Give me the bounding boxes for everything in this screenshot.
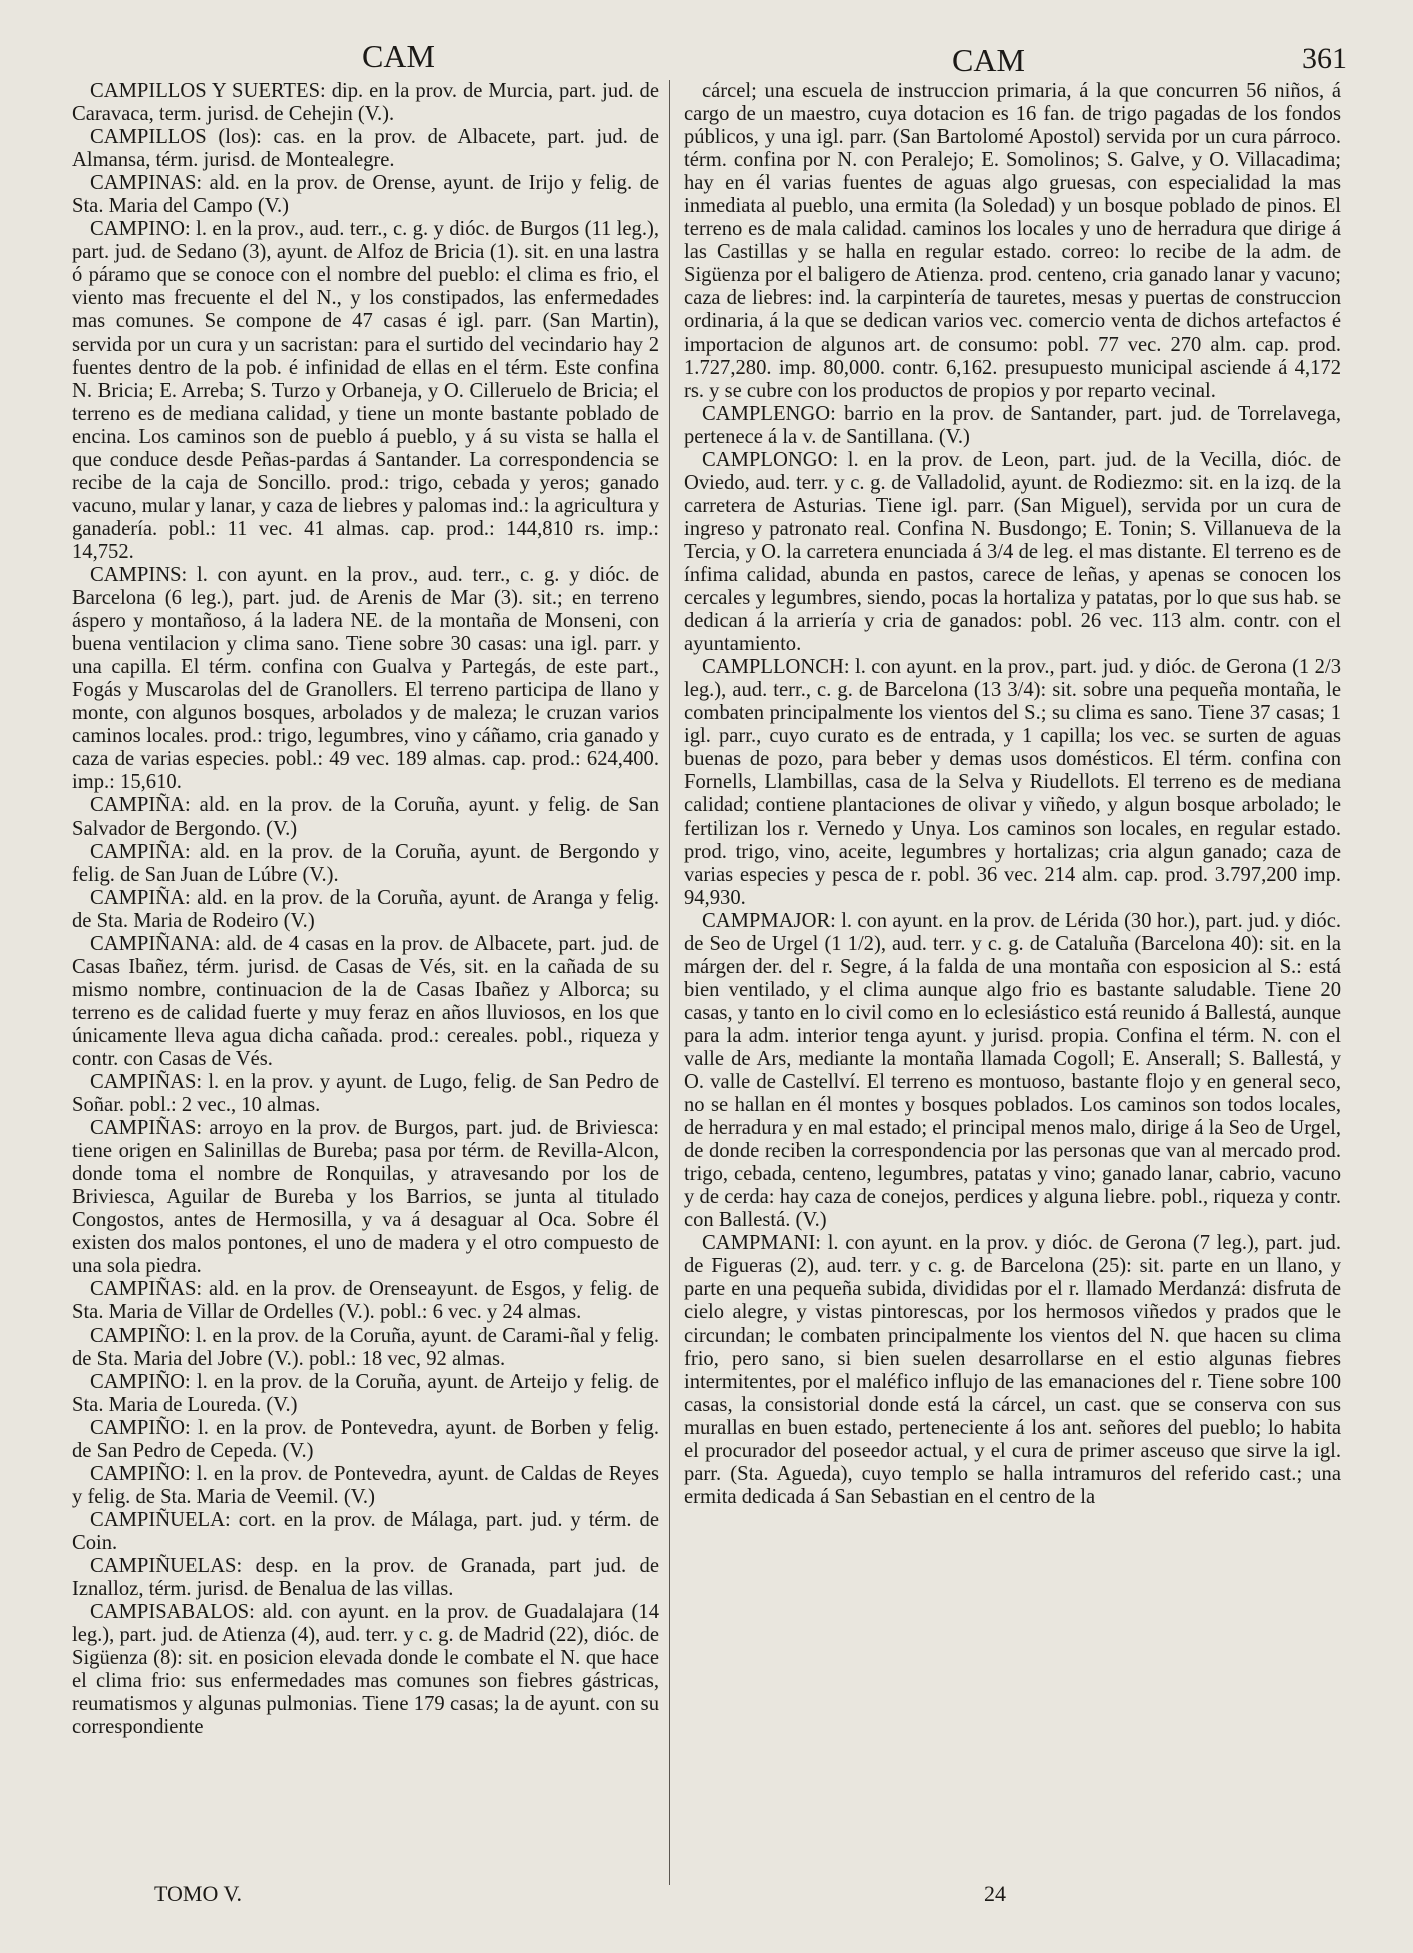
entry-campmajor: CAMPMAJOR: l. con ayunt. en la prov. de Lérida (30 hor.), part. jud. y dióc. de Seo de Urgel (1 1/2), aud. terr. y c. g. de Cataluña (Barcelona 40): sit. en la márgen der. del r. Segre, á la falda de una montaña con esposicion al S.: está bien ventilado, y el clima aunque algo frio es bastante saludable. Tiene 20 casas, y tanto en lo civil como en lo eclesiástico está reunido á Ballestá, aunque para la adm. interior tenga ayunt. y jurisd. propia. Confina el térm. N. con el valle de Ars, mediante la montaña llamada Cogoll; E. Anserall; S. Ballestá, y O. valle de Castellví. El terreno es montuoso, bastante flojo y en general seco, no se hallan en él montes y bosques poblados. Los caminos son todos locales, de herradura y en mal estado; el principal menos malo, dirige á la Seo de Urgel, de donde reciben la correspondencia por las personas que van al mercado prod. trigo, cebada, centeno, legumbres, patatas y vino; ganado lanar, cabrio, vacuno y de cerda: hay caza de conejos, perdices y alguna liebre. pobl., riqueza y contr. con Ballestá. (V.): [684, 909, 1341, 1232]
entry-campina-aranga: CAMPIÑA: ald. en la prov. de la Coruña, ayunt. de Aranga y felig. de Sta. Maria de Rodeiro (V.): [72, 886, 659, 932]
entry-campino-arteijo: CAMPIÑO: l. en la prov. de la Coruña, ayunt. de Arteijo y felig. de Sta. Maria de Loureda. (V.): [72, 1370, 659, 1416]
entry-campllonch: CAMPLLONCH: l. con ayunt. en la prov., part. jud. y dióc. de Gerona (1 2/3 leg.), aud. terr., c. g. de Barcelona (13 3/4): sit. sobre una pequeña montaña, le combaten principalmente los vientos del S.; su clima es sano. Tiene 37 casas; 1 igl. parr., cuyo curato es de entrada, y 1 capilla; los vec. se surten de aguas buenas de pozo, para beber y demas usos domésticos. El térm. confina con Fornells, Llambillas, casa de la Selva y Riudellots. El terreno es de mediana calidad; contiene plantaciones de olivar y viñedo, y algun bosque arbolado; le fertilizan los r. Vernedo y Unya. Los caminos son locales, en regular estado. prod. trigo, vino, aceite, legumbres y hortalizas; cria algun ganado; caza de varias especies y pesca de r. pobl. 36 vec. 214 alm. cap. prod. 3.797,200 imp. 94,930.: [684, 656, 1341, 909]
text-columns: [72, 80, 1347, 1885]
page-footer: [72, 1881, 1347, 1925]
entry-campinas-lugo: CAMPIÑAS: l. en la prov. y ayunt. de Lugo, felig. de San Pedro de Soñar. pobl.: 2 vec., 10 almas.: [72, 1071, 659, 1117]
page-number: 361: [1302, 42, 1347, 75]
entry-campino: CAMPINO: l. en la prov., aud. terr., c. g. y dióc. de Burgos (11 leg.), part. jud. de Sedano (3), ayunt. de Alfoz de Bricia (1). sit. en una lastra ó páramo que se conoce con el nombre del pueblo: el clima es frio, el viento mas frecuente el del N., y los constipados, las enfermedades mas comunes. Se compone de 47 casas é igl. parr. (San Martin), servida por un cura y un sacristan: para el surtido del vecindario hay 2 fuentes dentro de la pob. é infinidad de ellas en el térm. Este confina N. Bricia; E. Arreba; S. Turzo y Orbaneja, y O. Cilleruelo de Bricia; el terreno es de mediana calidad, y tiene un monte bastante poblado de encina. Los caminos son de pueblo á pueblo, y á su vista se halla el que conduce desde Peñas-pardas á Santander. La correspondencia se recibe de la caja de Soncillo. prod.: trigo, cebada y yeros; ganado vacuno, mular y lanar, y caza de liebres y palomas ind.: la agricultura y ganadería. pobl.: 11 vec. 41 almas. cap. prod.: 144,810 rs. imp.: 14,752.: [72, 218, 660, 563]
entry-campins: CAMPINS: l. con ayunt. en la prov., aud. terr., c. g. y dióc. de Barcelona (6 leg.), part. jud. de Arenis de Mar (3). sit.; en terreno áspero y montañoso, á la ladera NE. de la montaña de Monseni, con buena ventilacion y clima sano. Tiene sobre 30 casas: una igl. parr. y una capilla. El térm. confina con Gualva y Partegás, de este part., Fogás y Muscarolas del de Granollers. El terreno participa de llano y monte, con algunos bosques, arbolados y de maleza; le cruzan varios caminos locales. prod.: trigo, legumbres, vino y cáñamo, cria ganado y caza de varias especies. pobl.: 49 vec. 189 almas. cap. prod.: 624,400. imp.: 15,610.: [72, 563, 659, 794]
right-running-head: CAM: [952, 42, 1025, 78]
entry-campinuela: CAMPIÑUELA: cort. en la prov. de Málaga, part. jud. y térm. de Coin.: [72, 1508, 659, 1554]
entry-campisabalos-continued: cárcel; una escuela de instruccion primaria, á la que concurren 56 niños, á cargo de un maestro, cuya dotacion es 16 fan. de trigo pagadas de los fondos públicos, y una igl. parr. (San Bartolomé Apostol) servida por un cura párroco. térm. confina por N. con Peralejo; E. Somolinos; S. Galve, y O. Villacadima; hay en él varias fuentes de aguas algo gruesas, con especialidad la mas inmediata al pueblo, una ermita (la Soledad) y un bosque poblado de pinos. El terreno es de mala calidad. caminos los locales y uno de herradura que dirige á las Castillas y se halla en regular estado. correo: lo recibe de la adm. de Sigüenza por el baligero de Atienza. prod. centeno, cria ganado lanar y vacuno; caza de liebres: ind. la carpintería de tauretes, mesas y puertas de construccion ordinaria, á la que se dedican varios vec. comercio venta de dichos artefactos é importacion de algunos art. de consumo: pobl. 77 vec. 270 alm. cap. prod. 1.727,280. imp. 80,000. contr. 6,162. presupuesto municipal asciende á 4,172 rs. y se cubre con los productos de propios y por reparto vecinal.: [684, 80, 1341, 402]
entry-campina-bergondo: CAMPIÑA: ald. en la prov. de la Coruña, ayunt. y felig. de San Salvador de Bergondo. (V.): [72, 794, 659, 840]
entry-camplengo: CAMPLENGO: barrio en la prov. de Santander, part. jud. de Torrelavega, pertenece á la v. de Santillana. (V.): [684, 402, 1341, 448]
right-column: [669, 80, 1341, 1885]
entry-campina-lubre: CAMPIÑA: ald. en la prov. de la Coruña, ayunt. de Bergondo y felig. de San Juan de Lúbre (V.).: [72, 840, 659, 886]
signature-mark: 24: [984, 1881, 1006, 1906]
entry-campinas: CAMPINAS: ald. en la prov. de Orense, ayunt. de Irijo y felig. de Sta. Maria del Campo (V.): [72, 172, 659, 218]
entry-campino-borben: CAMPIÑO: l. en la prov. de Pontevedra, ayunt. de Borben y felig. de San Pedro de Cepeda. (V.): [72, 1416, 659, 1462]
left-running-head: CAM: [362, 38, 435, 74]
entry-campino-caldas: CAMPIÑO: l. en la prov. de Pontevedra, ayunt. de Caldas de Reyes y felig. de Sta. Maria de Veemil. (V.): [72, 1462, 659, 1508]
entry-campillos-los: CAMPILLOS (los): cas. en la prov. de Albacete, part. jud. de Almansa, térm. jurisd. de Montealegre.: [72, 126, 659, 172]
entry-campino-caraminal: CAMPIÑO: l. en la prov. de la Coruña, ayunt. de Carami-ñal y felig. de Sta. Maria del Jobre (V.). pobl.: 18 vec, 92 almas.: [72, 1324, 659, 1370]
volume-label: TOMO V.: [154, 1881, 243, 1906]
entry-campinas-arroyo: CAMPIÑAS: arroyo en la prov. de Burgos, part. jud. de Briviesca: tiene origen en Salinillas de Bureba; pasa por térm. de Revilla-Alcon, donde toma el nombre de Ronquilas, y atravesando por los de Briviesca, Aguilar de Bureba y los Barrios, se junta al titulado Congostos, antes de Hermosilla, y va á desaguar al Oca. Sobre él existen dos malos pontones, el uno de madera y el otro compuesto de una sola piedra.: [72, 1117, 659, 1278]
page-header: [72, 24, 1347, 80]
entry-campinas-orense: CAMPIÑAS: ald. en la prov. de Orenseayunt. de Esgos, y felig. de Sta. Maria de Villar de Ordelles (V.). pobl.: 6 vec. y 24 almas.: [72, 1278, 659, 1324]
entry-campillos-y-suertes: CAMPILLOS Y SUERTES: dip. en la prov. de Murcia, part. jud. de Caravaca, term. jurisd. de Cehejin (V.).: [72, 80, 659, 126]
entry-campinana: CAMPIÑANA: ald. de 4 casas en la prov. de Albacete, part. jud. de Casas Ibañez, térm. jurisd. de Casas de Vés, sit. en la cañada de su mismo nombre, continuacion de la de Casas Ibañez y Alborca; su terreno es de calidad fuerte y muy feraz en años lluviosos, en los que únicamente lleva agua dicha cañada. prod.: cereales. pobl., riqueza y contr. con Casas de Vés.: [72, 932, 659, 1070]
entry-campisabalos: CAMPISABALOS: ald. con ayunt. en la prov. de Guadalajara (14 leg.), part. jud. de Atienza (4), aud. terr. y c. g. de Madrid (22), dióc. de Sigüenza (8): sit. en posicion elevada donde le combate el N. que hace el clima frio: sus enfermedades mas comunes son fiebres gástricas, reumatismos y algunas pulmonias. Tiene 179 casas; la de ayunt. con su correspondiente: [72, 1601, 659, 1739]
left-column: [72, 80, 669, 1885]
entry-campmani: CAMPMANI: l. con ayunt. en la prov. y dióc. de Gerona (7 leg.), part. jud. de Figueras (2), aud. terr. y c. g. de Barcelona (25): sit. parte en un llano, y parte en una pequeña subida, divididas por el r. llamado Merdanzá: disfruta de cielo alegre, y vistas pintorescas, por los hermosos viñedos y prados que le circundan; le combaten principalmente los vientos del N. que hacen su clima frio, pero sano, si bien suelen desarrollarse en el estio algunas fiebres intermitentes, por el maléfico influjo de las emanaciones del r. Tiene sobre 100 casas, la consistorial donde está la cárcel, un cast. que se conserva con sus murallas en buen estado, perteneciente á los ant. señores del pueblo; lo habita el procurador del poseedor actual, y el cura de primer asceuso que sirve la igl. parr. (Sta. Agueda), cuyo templo se halla intramuros del referido cast.; una ermita dedicada á San Sebastian en el centro de la: [684, 1232, 1341, 1508]
entry-campinuelas: CAMPIÑUELAS: desp. en la prov. de Granada, part jud. de Iznalloz, térm. jurisd. de Benalua de las villas.: [72, 1555, 659, 1601]
entry-camplongo: CAMPLONGO: l. en la prov. de Leon, part. jud. de la Vecilla, dióc. de Oviedo, aud. terr. y c. g. de Valladolid, ayunt. de Rodiezmo: sit. en la izq. de la carretera de Asturias. Tiene igl. parr. (San Miguel), servida por un cura de ingreso y patronato real. Confina N. Busdongo; E. Tonin; S. Villanueva de la Tercia, y O. la carretera enunciada á 3/4 de leg. el mas distante. El terreno es de ínfima calidad, abunda en pastos, carece de leñas, y apenas se conocen los cercales y legumbres, siendo, pocas la hortaliza y patatas, por lo que sus hab. se dedican á la arriería y cria de ganados: pobl. 26 vec. 113 alm. contr. con el ayuntamiento.: [684, 448, 1341, 656]
